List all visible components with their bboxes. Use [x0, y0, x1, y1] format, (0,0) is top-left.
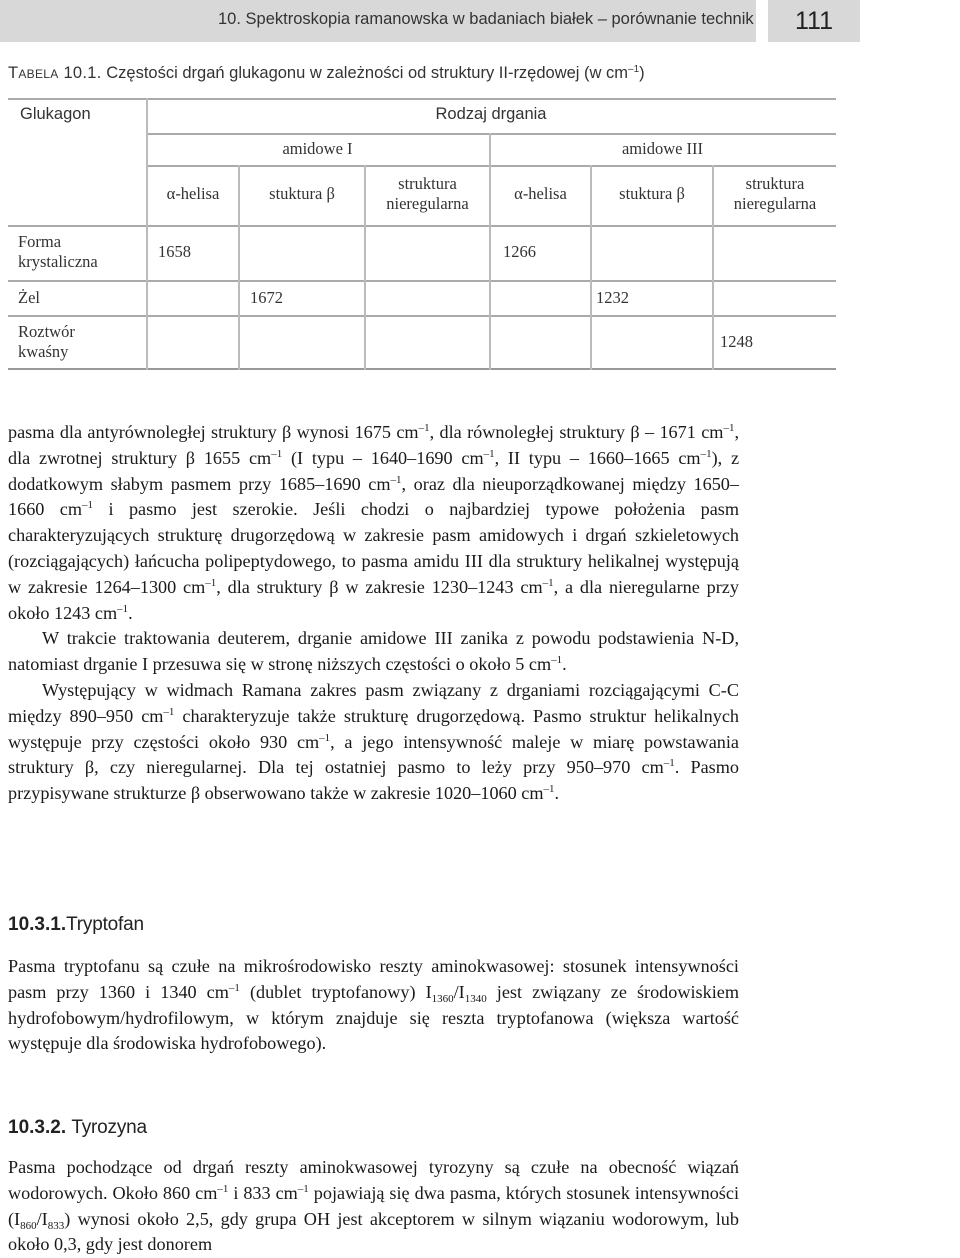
column-header: struktura nieregularna [386, 174, 469, 213]
subscript: 1340 [464, 992, 487, 1005]
body-text-block-3 [8, 1155, 739, 1258]
table-caption [8, 64, 645, 83]
subscript: 1360 [431, 992, 454, 1005]
paragraph-tryptophan [8, 954, 739, 1057]
column-header: stuktura β [269, 184, 335, 203]
subgroup-amide-1: amidowe I [282, 139, 353, 158]
text-run: , a jego intensywność maleje w miarę powstawania struktury β, czy nieregularnej. Dla tej ostatniej pasmo to leży przy 950–970 cm [8, 731, 740, 778]
subscript: 833 [47, 1219, 65, 1232]
text-run: ) wynosi około 2,5, gdy grupa OH jest akceptorem w silnym wiązaniu wodorowym, lub około 0,3, gdy jest donorem [8, 1208, 739, 1255]
text-run: , a dla nieregularne przy około 1243 cm [8, 576, 739, 623]
text-run: , oraz dla nieuporządkowanej między 1650–1660 cm [8, 473, 739, 520]
text-run: Pasma tryptofanu są czułe na mikrośrodowisko reszty aminokwasowej: stosunek intensywności pasm przy 1360 i 1340 cm [8, 956, 739, 1002]
unit-superscript: –1 [551, 654, 563, 667]
table-rule-1 [146, 133, 836, 135]
caption-close: ) [639, 64, 645, 82]
text-run: i pasmo jest szerokie. Jeśli chodzi o najbardziej typowe położenia pasm charakteryzujących strukturę drugorzędową w zakresie pasm amidowych i drgań szkieletowych (rozciągających) łańcucha polipeptydowego, to pasma amidu III dla struktury helikalnej występują w zakresie 1264–1300 cm [8, 499, 739, 597]
unit-superscript: –1 [271, 447, 283, 460]
unit-superscript: –1 [228, 981, 240, 994]
section-number: 10.3.1. [8, 914, 67, 935]
text-run: , dla struktury β w zakresie 1230–1243 cm [216, 576, 543, 597]
text-run: /I [36, 1208, 48, 1229]
unit-superscript: –1 [390, 473, 402, 486]
text-run: . [562, 654, 567, 675]
text-run: . Pasmo przypisywane strukturze β obserwowano także w zakresie 1020–1060 cm [8, 757, 739, 804]
text-run: . [128, 602, 133, 623]
text-run: jest związany ze środowiskiem hydrofobowym/hydrofilowym, w którym znajduje się reszta tryptofanowa (większa wartość występuje dla środowiska hydrofobowego). [8, 981, 739, 1054]
text-run: , dla równoległej struktury β – 1671 cm [429, 422, 724, 442]
caption-label: Tabela 10.1. [8, 64, 102, 82]
text-run: (I typu – 1640–1690 cm [282, 447, 484, 468]
body-text-block-1 [8, 420, 739, 807]
table-vrule-mid [489, 133, 491, 370]
section-heading-tyrosine [8, 1117, 147, 1139]
unit-superscript: –1 [82, 499, 94, 512]
table-cell: 1672 [250, 288, 283, 307]
table-cell: 1232 [596, 288, 629, 307]
table-cell: 1658 [158, 242, 191, 261]
table-rule-top [8, 98, 836, 100]
column-header: α-helisa [514, 184, 567, 203]
section-title: Tryptofan [66, 914, 144, 935]
section-heading-tryptophan [8, 914, 144, 936]
column-header: stuktura β [619, 184, 685, 203]
paragraph-tyrosine [8, 1155, 739, 1258]
row-label: Roztwór kwaśny [18, 322, 75, 361]
unit-superscript: –1 [543, 783, 555, 796]
text-run: W trakcie traktowania deuterem, drganie amidowe III zanika z powodu podstawienia N-D, natomiast drganie I przesuwa się w stronę niższych częstości o około 5 cm [8, 628, 739, 675]
paragraph-bands [8, 420, 739, 626]
caption-unit-sup: –1 [628, 64, 640, 75]
column-header: struktura nieregularna [733, 174, 817, 213]
unit-superscript: –1 [205, 576, 217, 589]
running-header [0, 0, 960, 44]
subscript: 860 [20, 1219, 37, 1232]
row-header-cell: Glukagon [20, 105, 91, 123]
unit-superscript: –1 [723, 422, 735, 434]
text-run: pojawiają się dwa pasma, których stosunek intensywności (I [8, 1182, 739, 1229]
text-run: . [554, 783, 560, 804]
section-number: 10.3.2. [8, 1117, 67, 1138]
text-run: (dublet tryptofanowy) I [239, 981, 432, 1002]
unit-superscript: –1 [700, 447, 712, 460]
unit-superscript: –1 [163, 705, 175, 718]
unit-superscript: –1 [418, 422, 430, 434]
paragraph-cc-stretch [8, 678, 739, 807]
table-rule-2 [146, 165, 836, 167]
unit-superscript: –1 [483, 447, 495, 460]
table-cell: 1266 [503, 242, 536, 261]
unit-superscript: –1 [117, 602, 129, 615]
text-run: /I [453, 981, 465, 1002]
unit-superscript: –1 [319, 731, 331, 744]
caption-text: Częstości drgań glukagonu w zależności od struktury II-rzędowej (w cm [106, 64, 629, 82]
row-label: Żel [18, 288, 40, 307]
text-run: , II typu – 1660–1665 cm [494, 447, 701, 468]
table-cell: 1248 [720, 332, 753, 351]
unit-superscript: –1 [297, 1182, 309, 1195]
running-title: 10. Spektroskopia ramanowska w badaniach białek – porównanie technik [218, 10, 754, 28]
body-text-block-2 [8, 954, 739, 1057]
glucagon-table [8, 98, 836, 372]
unit-superscript: –1 [663, 757, 675, 770]
text-run: pasma dla antyrównoległej struktury β wynosi 1675 cm [8, 422, 419, 442]
text-run: , dla zwrotnej struktury β 1655 cm [8, 422, 739, 468]
text-run: charakteryzuje także strukturę drugorzędową. Pasmo struktur helikalnych występuje przy częstości około 930 cm [8, 705, 739, 752]
paragraph-deuterium [8, 626, 739, 678]
column-header: α-helisa [166, 184, 220, 203]
group-header-cell: Rodzaj drgania [435, 105, 547, 123]
text-run: i 833 cm [228, 1182, 298, 1203]
text-run: Występujący w widmach Ramana zakres pasm związany z drganiami rozciągającymi C-C między 890–950 cm [8, 679, 739, 726]
text-run: Pasma pochodzące od drgań reszty aminokwasowej tyrozyny są czułe na obecność wiązań wodorowych. Około 860 cm [8, 1157, 739, 1203]
page-number: 111 [768, 0, 860, 42]
row-label: Forma krystaliczna [18, 232, 98, 271]
unit-superscript: –1 [542, 576, 554, 589]
text-run: ), z dodatkowym słabym pasmem przy 1685–1690 cm [8, 447, 740, 494]
unit-superscript: –1 [217, 1182, 229, 1195]
section-title: Tyrozyna [71, 1117, 147, 1138]
subgroup-amide-3: amidowe III [621, 139, 704, 158]
